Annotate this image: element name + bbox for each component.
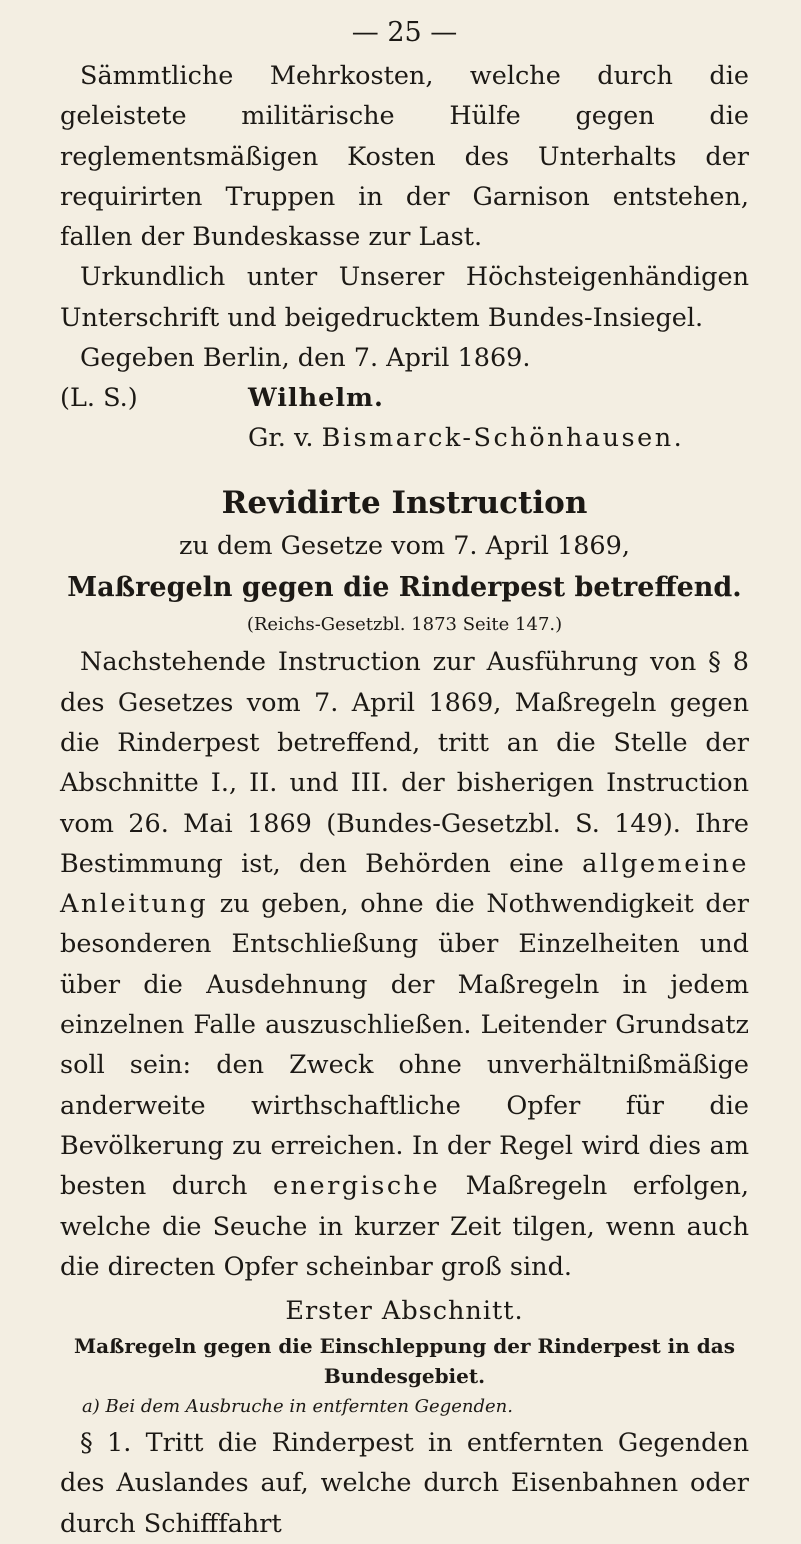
para1-before: Nachstehende Instruction zur Ausführung von § 8 des Gesetzes vom 7. April 1869, Maßregeln gegen die Rinderpest betreffend, tritt an die Stelle der Abschnitte I., II. und III. der bisherigen Instruction vom 26. Mai 1869 (Bundes-Gesetzbl. S. 149). Ihre Bestimmung ist, den Behörden eine xyxy=(60,647,749,879)
attestation-paragraph: Urkundlich unter Unserer Höchsteigenhändigen Unterschrift und beigedrucktem Bundes-Insiegel. xyxy=(60,262,749,333)
cosignature-name: Bismarck-Schönhausen. xyxy=(321,423,685,454)
section-title: Erster Abschnitt. xyxy=(285,1296,524,1327)
cosignature-prefix: Gr. v. xyxy=(248,423,322,454)
signature-line xyxy=(60,378,749,418)
instruction-source: (Reichs-Gesetzbl. 1873 Seite 147.) xyxy=(246,614,563,636)
intro-paragraph: Sämmtliche Mehrkosten, welche durch die geleistete militärische Hülfe gegen die reglementsmäßigen Kosten des Unterhalts der requirirten Truppen in der Garnison entstehen, fallen der Bundeskasse zur Last. xyxy=(60,61,749,253)
para1-after: Maßregeln erfolgen, welche die Seuche in kurzer Zeit tilgen, wenn auch die directen Opfer scheinbar groß sind. xyxy=(60,1171,749,1282)
para1-emphasis-2: energische xyxy=(272,1171,441,1202)
page-number: — 25 — xyxy=(351,17,458,48)
instruction-paragraph xyxy=(60,642,749,1287)
para1-middle: zu geben, ohne die Nothwendigkeit der besonderen Entschließung über Einzelheiten und über die Ausdehnung der Maßregeln in jedem einzelnen Falle auszuschließen. Leitender Grundsatz soll sein: den Zweck ohne unverhältnißmäßige anderweite wirthschaftliche Opfer für die Bevölkerung zu erreichen. In der Regel wird dies am besten durch xyxy=(60,889,749,1202)
para1-emphasis-1: allgemeine Anleitung xyxy=(60,848,749,920)
instruction-title: Revidirte Instruction xyxy=(221,485,588,522)
paragraph-1: § 1. Tritt die Rinderpest in entfernten Gegenden des Auslandes auf, welche durch Eisenbahnen oder durch Schifffahrt xyxy=(60,1428,749,1539)
subsection-heading: a) Bei dem Ausbruche in entfernten Gegenden. xyxy=(82,1396,513,1418)
cosignature xyxy=(60,418,749,458)
instruction-subtitle: zu dem Gesetze vom 7. April 1869, xyxy=(178,531,630,562)
given-line: Gegeben Berlin, den 7. April 1869. xyxy=(80,343,531,374)
seal-marker: (L. S.) xyxy=(60,383,138,414)
signature: Wilhelm. xyxy=(248,383,384,414)
section-subtitle: Maßregeln gegen die Einschleppung der Rinderpest in das Bundesgebiet. xyxy=(74,1334,735,1389)
instruction-topic: Maßregeln gegen die Rinderpest betreffend. xyxy=(67,572,742,604)
